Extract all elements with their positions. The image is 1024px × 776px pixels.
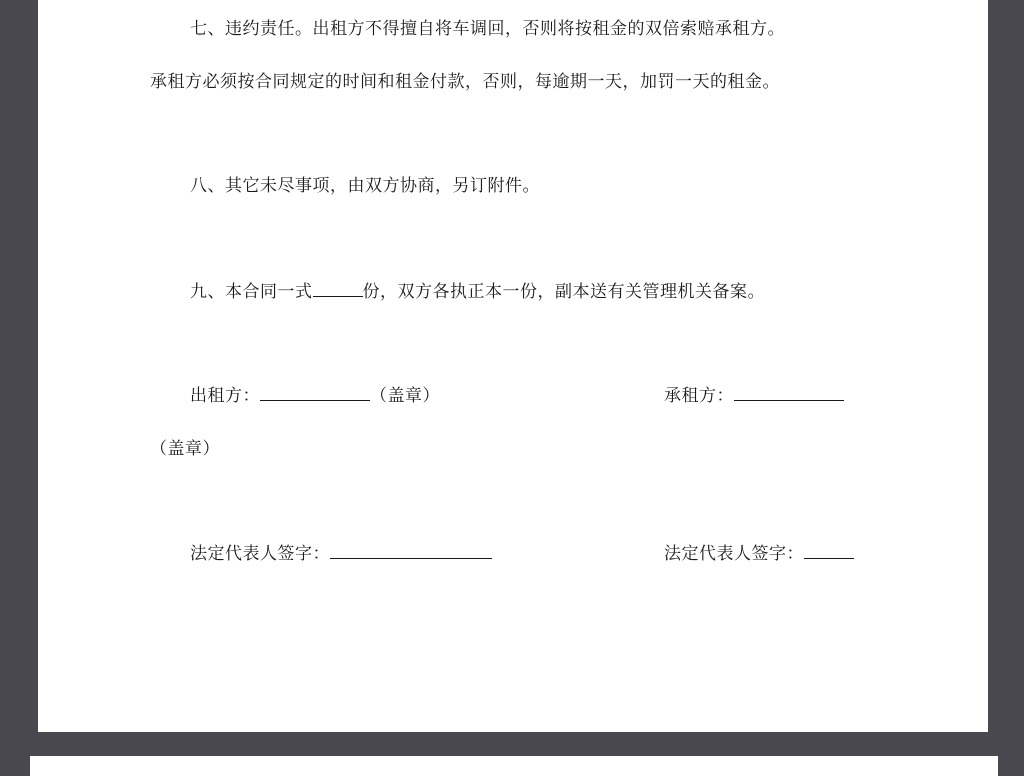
document-page [38, 0, 988, 732]
lessor-rep-sign-label: 法定代表人签字： [190, 544, 330, 564]
clause-8: 八、其它未尽事项，由双方协商，另订附件。 [190, 176, 540, 196]
clause-9-text-after: 份，双方各执正本一份，副本送有关管理机关备案。 [362, 282, 765, 302]
next-document-page [30, 756, 998, 776]
lessor-rep-sign-blank [330, 543, 492, 559]
lessor-blank [260, 385, 370, 401]
lessor-representative-sign-line [190, 543, 492, 565]
clause-7-line-1: 七、违约责任。出租方不得擅自将车调回，否则将按租金的双倍索赔承租方。 [190, 19, 785, 39]
lessee-label: 承租方： [664, 386, 734, 406]
lessee-representative-sign-line [664, 543, 854, 565]
lessee-signature-line [664, 385, 844, 407]
clause-9-text-before: 九、本合同一式 [190, 282, 313, 302]
lessor-signature-line [190, 385, 440, 407]
lessor-seal-label: （盖章） [370, 386, 440, 406]
lessee-rep-sign-label: 法定代表人签字： [664, 544, 804, 564]
clause-7-line-2: 承租方必须按合同规定的时间和租金付款，否则，每逾期一天，加罚一天的租金。 [150, 72, 780, 92]
copies-blank [313, 281, 363, 297]
lessee-seal-label: （盖章） [150, 439, 220, 459]
clause-9 [190, 281, 765, 303]
lessee-blank [734, 385, 844, 401]
lessee-rep-sign-blank [804, 543, 854, 559]
lessor-label: 出租方： [190, 386, 260, 406]
